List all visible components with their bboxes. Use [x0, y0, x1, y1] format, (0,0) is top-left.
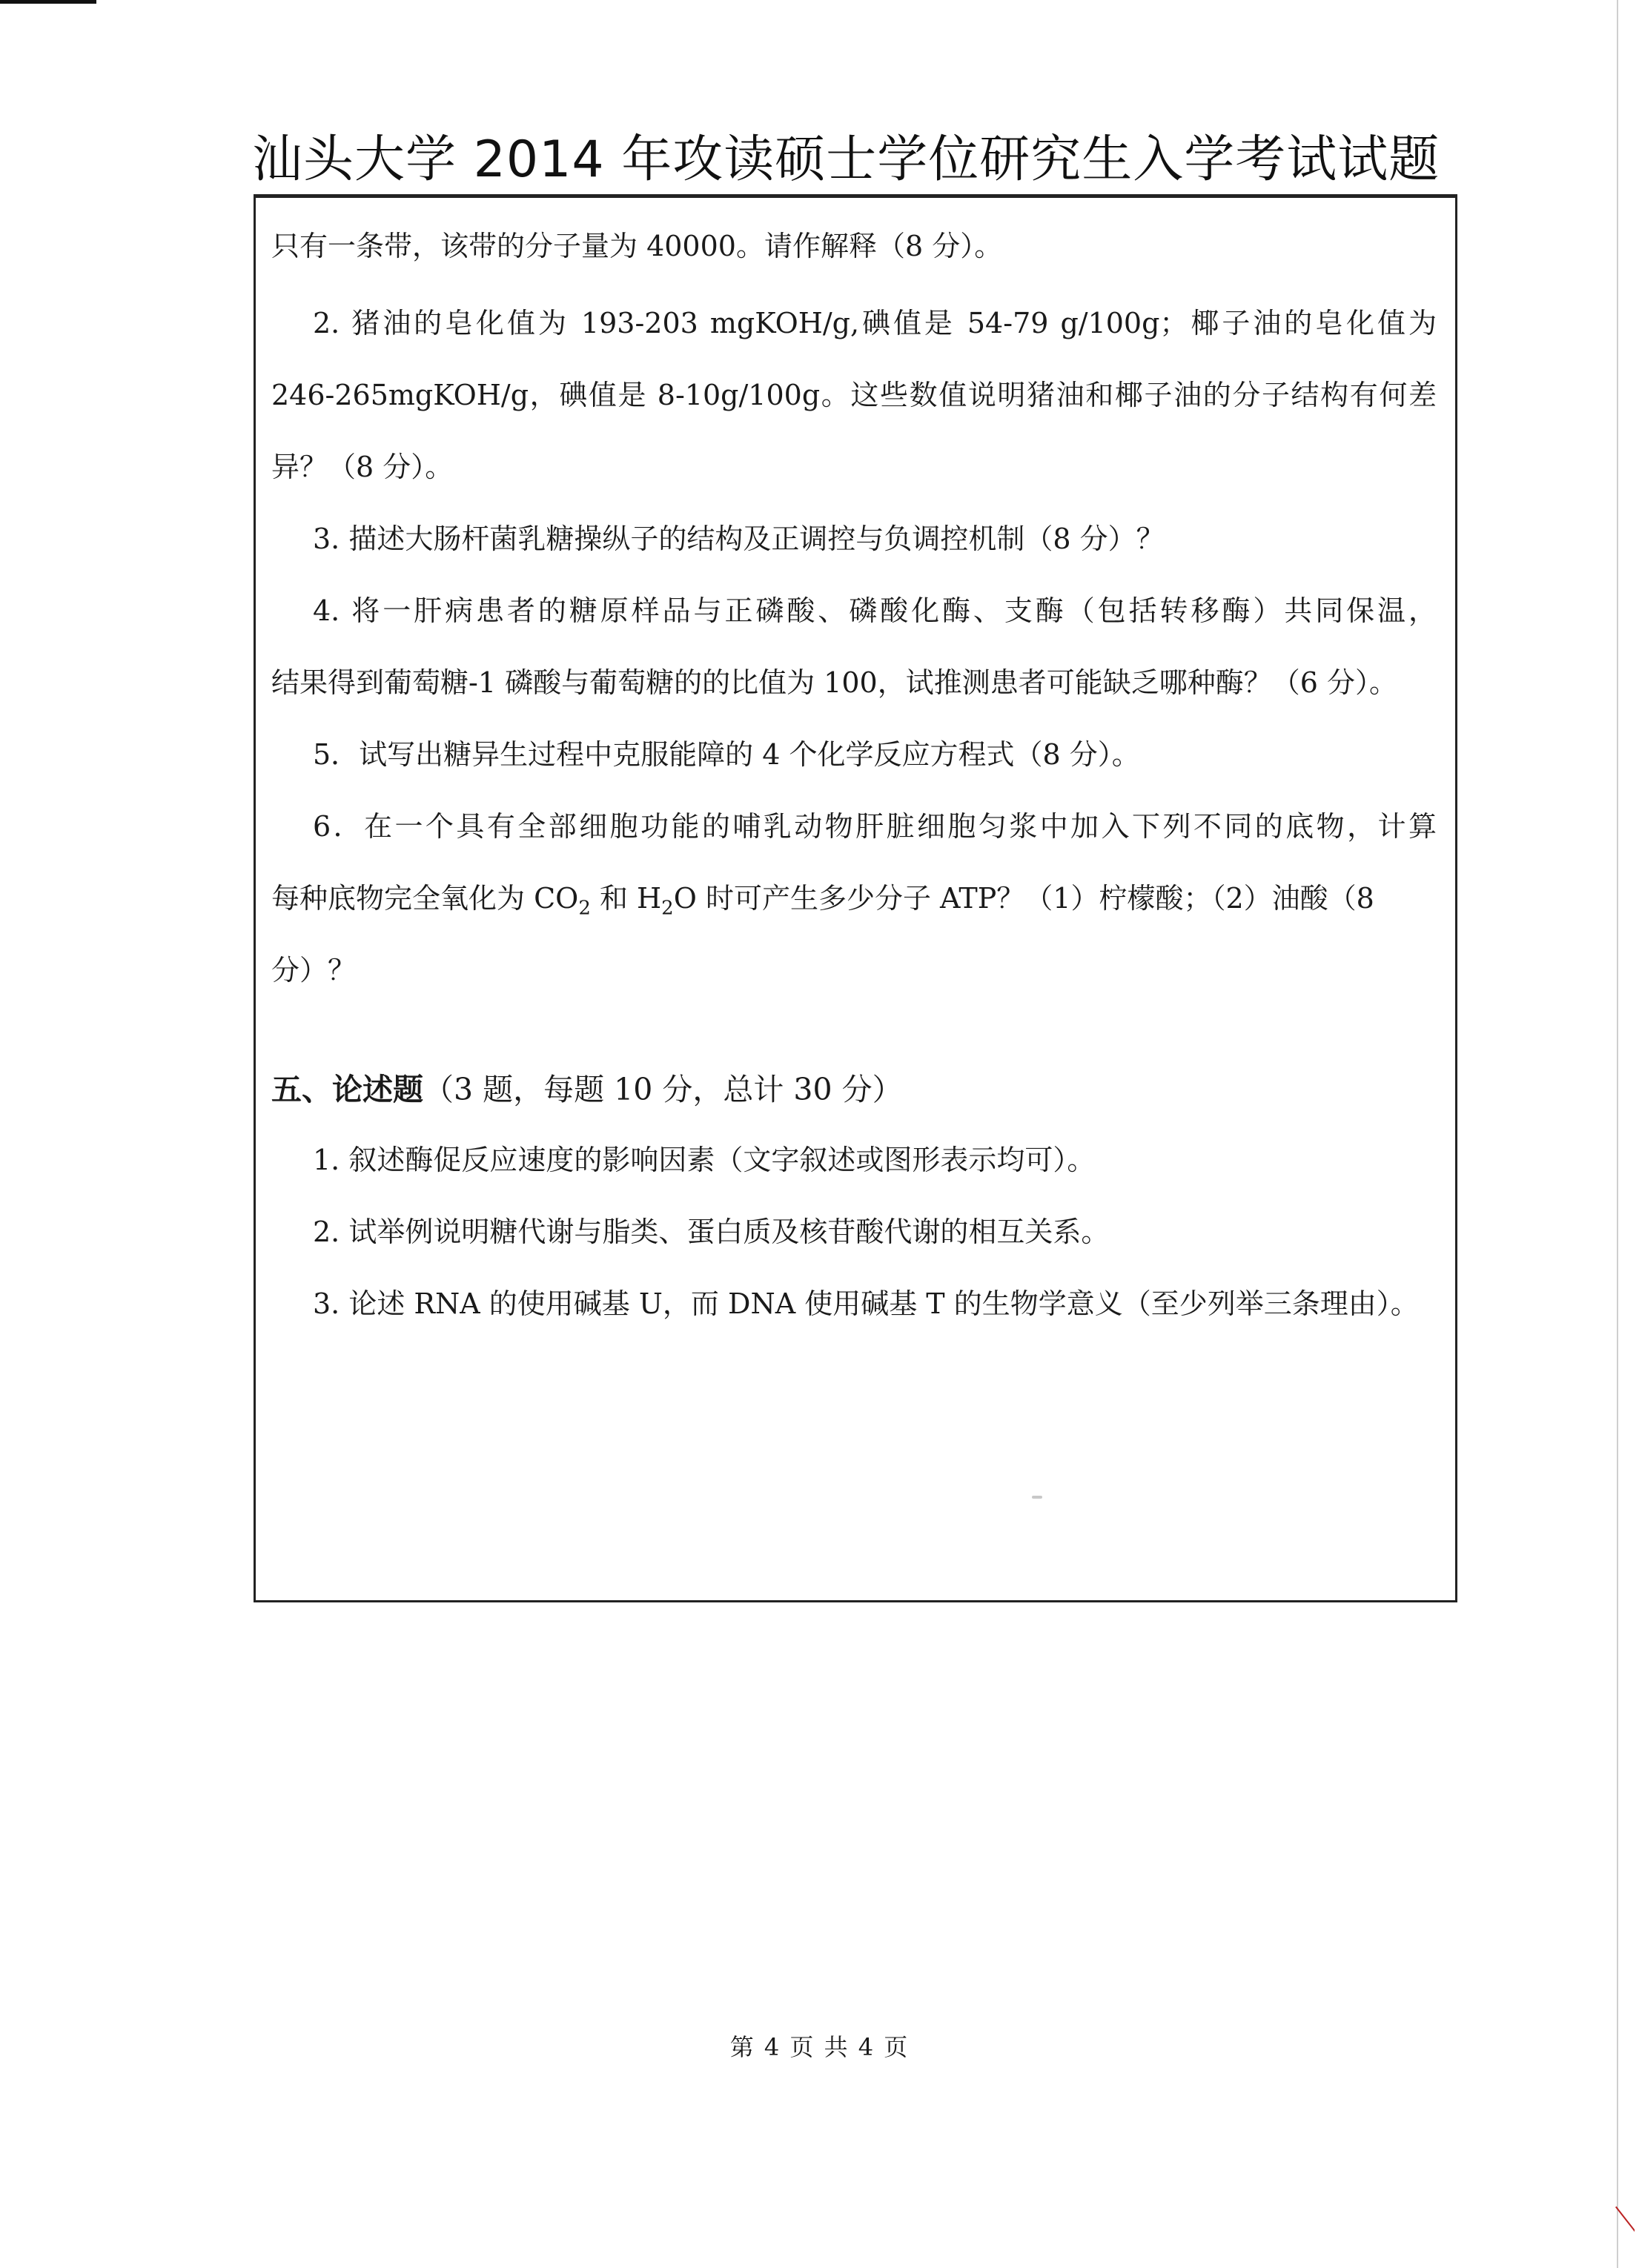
- question-5-line-1: 5．试写出糖异生过程中克服能障的 4 个化学反应方程式（8 分）。: [313, 738, 1140, 771]
- co2-subscript: 2: [578, 897, 591, 920]
- scan-corner-mark: [0, 0, 96, 4]
- section-5-heading-note: （3 题，每题 10 分，总计 30 分）: [423, 1072, 903, 1107]
- section-5-heading-main: 五、论述题: [271, 1072, 423, 1107]
- h2o-subscript: 2: [661, 897, 674, 920]
- section-5-heading: [271, 1067, 903, 1112]
- exam-title: 汕头大学 2014 年攻读硕士学位研究生入学考试试题: [252, 130, 1440, 189]
- section-5-question-1: 1. 叙述酶促反应速度的影响因素（文字叙述或图形表示均可）。: [313, 1144, 1096, 1176]
- section-5-question-3: 3. 论述 RNA 的使用碱基 U，而 DNA 使用碱基 T 的生物学意义（至少列举三条理由）。: [313, 1287, 1419, 1320]
- page-number: 第 4 页 共 4 页: [729, 2033, 910, 2061]
- section-5-question-2: 2. 试举例说明糖代谢与脂类、蛋白质及核苷酸代谢的相互关系。: [313, 1216, 1110, 1248]
- question-6-line-2-part-c: O 时可产生多少分子 ATP？（1）柠檬酸；（2）油酸（8: [673, 882, 1374, 915]
- question-6-line-2-part-a: 每种底物完全氧化为 CO: [271, 882, 579, 915]
- question-4-line-2: 结果得到葡萄糖-1 磷酸与葡萄糖的的比值为 100，试推测患者可能缺乏哪种酶？（6 分）。: [271, 666, 1397, 699]
- question-6-line-2-part-b: 和 H: [590, 882, 662, 915]
- question-6-line-1: 6．在一个具有全部细胞功能的哺乳动物肝脏细胞匀浆中加入下列不同的底物，计算: [313, 810, 1437, 843]
- scan-smudge: [1032, 1496, 1042, 1499]
- scan-page-edge: [1617, 0, 1618, 2268]
- question-4-line-1: 4. 将一肝病患者的糖原样品与正磷酸、磷酸化酶、支酶（包括转移酶）共同保温，: [313, 594, 1437, 627]
- question-2-line-2: 246-265mgKOH/g，碘值是 8-10g/100g。这些数值说明猪油和椰子油的分子结构有何差: [271, 379, 1437, 411]
- question-2-line-1: 2. 猪油的皂化值为 193-203 mgKOH/g,碘值是 54-79 g/100g；椰子油的皂化值为: [313, 307, 1437, 339]
- question-6-line-2: [271, 878, 1374, 919]
- continued-question-line: 只有一条带，该带的分子量为 40000。请作解释（8 分）。: [271, 230, 1003, 262]
- scan-stray-pen-mark: [1612, 2206, 1635, 2238]
- question-3-line-1: 3. 描述大肠杆菌乳糖操纵子的结构及正调控与负调控机制（8 分）？: [313, 523, 1165, 555]
- question-2-line-3: 异？（8 分）。: [271, 451, 454, 483]
- question-6-line-3: 分）？: [271, 954, 357, 987]
